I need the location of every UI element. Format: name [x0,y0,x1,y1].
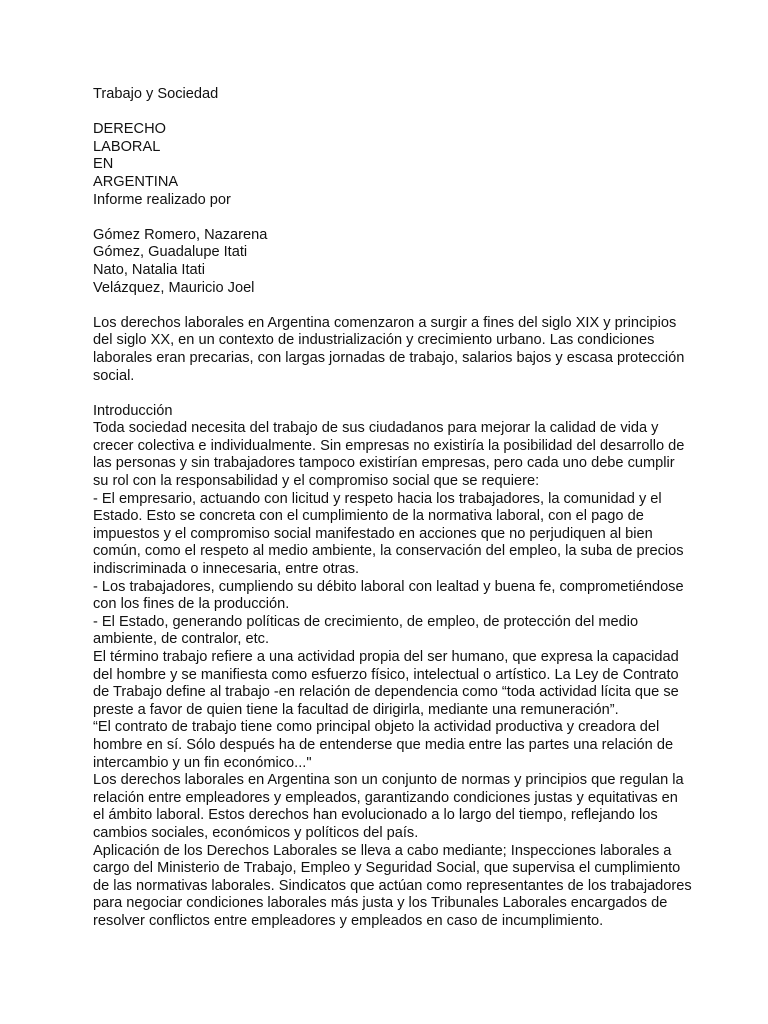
body-line: crecer colectiva e individualmente. Sin empresas no existiría la posibilidad del desarrollo de [93,437,685,454]
spacer [93,104,693,122]
heading-line: LABORAL [93,138,161,155]
spacer [93,385,693,403]
author-name: Gómez, Guadalupe Itati [93,244,248,261]
author-name: Nato, Natalia Itati [93,261,205,278]
author-list [93,227,693,297]
body-line: El término trabajo refiere a una actividad propia del ser humano, que expresa la capacidad [93,649,679,665]
body-line: el ámbito laboral. Estos derechos han evolucionado a lo largo del tiempo, reflejando los [93,807,658,824]
body-line: su rol con la responsabilidad y el compromiso social que se requiere: [93,473,540,490]
body-line: Los derechos laborales en Argentina son un conjunto de normas y principios que regulan la [93,772,684,789]
body-line: - El empresario, actuando con licitud y respeto hacia los trabajadores, la comunidad y el [93,490,662,507]
document-title: Trabajo y Sociedad [93,86,219,102]
body-line: preste a favor de quien tiene la facultad de dirigirla, mediante una remuneración”. [93,701,619,718]
body-line: con los fines de la producción. [93,596,290,613]
body-line: ambiente, de contralor, etc. [93,631,270,648]
paragraph-line: Los derechos laborales en Argentina comenzaron a surgir a fines del siglo XIX y principios [93,314,677,331]
body-line: para negociar condiciones laborales más justa y los Tribunales Laborales encargados de [93,895,668,912]
body-line: indiscriminada o innecesaria, entre otras. [93,561,360,578]
heading-line: EN [93,156,114,173]
body-line: relación entre empleadores y empleados, garantizando condiciones justas y equitativas en [93,789,678,806]
body-line: común, como el respeto al medio ambiente, la conservación del empleo, la suba de precios [93,543,684,560]
body-line: cargo del Ministerio de Trabajo, Empleo y Seguridad Social, que supervisa el cumplimiento [93,860,681,877]
body-line: intercambio y un fin económico..." [93,754,312,771]
author-name: Velázquez, Mauricio Joel [93,279,255,296]
body-line: de Trabajo define al trabajo -en relación de dependencia como “toda actividad lícita que se [93,684,679,701]
paragraph-line: laborales eran precarias, con largas jornadas de trabajo, salarios bajos y escasa protección [93,349,685,366]
body-line: Toda sociedad necesita del trabajo de sus ciudadanos para mejorar la calidad de vida y [93,420,659,437]
paragraph-line: social. [93,367,135,384]
body-line: cambios sociales, económicos y políticos del país. [93,824,419,841]
body-line: - Los trabajadores, cumpliendo su débito laboral con lealtad y buena fe, comprometiéndose [93,578,684,595]
paragraph-line: del siglo XX, en un contexto de industrialización y crecimiento urbano. Las condiciones [93,332,655,349]
body-line: de las normativas laborales. Sindicatos que actúan como representantes de los trabajadores [93,877,692,894]
body-line: resolver conflictos entre empleadores y empleados en caso de incumplimiento. [93,912,604,929]
body-line: “El contrato de trabajo tiene como principal objeto la actividad productiva y creadora del [93,719,660,736]
intro-paragraph [93,315,693,385]
document-heading [93,121,693,191]
body-line: - El Estado, generando políticas de crecimiento, de empleo, de protección del medio [93,613,639,630]
heading-line: ARGENTINA [93,173,179,190]
body-line: hombre en sí. Sólo después ha de entenderse que media entre las partes una relación de [93,736,674,753]
body-line: las personas y sin trabajadores tampoco existirían empresas, pero cada uno debe cumplir [93,455,675,472]
body-line: Estado. Esto se concreta con el cumplimiento de la normativa laboral, con el pago de [93,508,644,525]
body-line: del hombre y se manifiesta como esfuerzo físico, intelectual o artístico. La Ley de Contrato [93,666,679,683]
heading-line: DERECHO [93,121,166,138]
body-text [93,420,693,930]
report-by-label: Informe realizado por [93,191,231,208]
author-name: Gómez Romero, Nazarena [93,226,268,243]
document-page [93,86,693,931]
body-line: Aplicación de los Derechos Laborales se lleva a cabo mediante; Inspecciones laborales a [93,842,672,859]
spacer [93,297,693,315]
section-title: Introducción [93,402,173,419]
body-line: impuestos y el compromiso social manifestado en acciones que no perjudiquen al bien [93,525,653,542]
spacer [93,209,693,227]
